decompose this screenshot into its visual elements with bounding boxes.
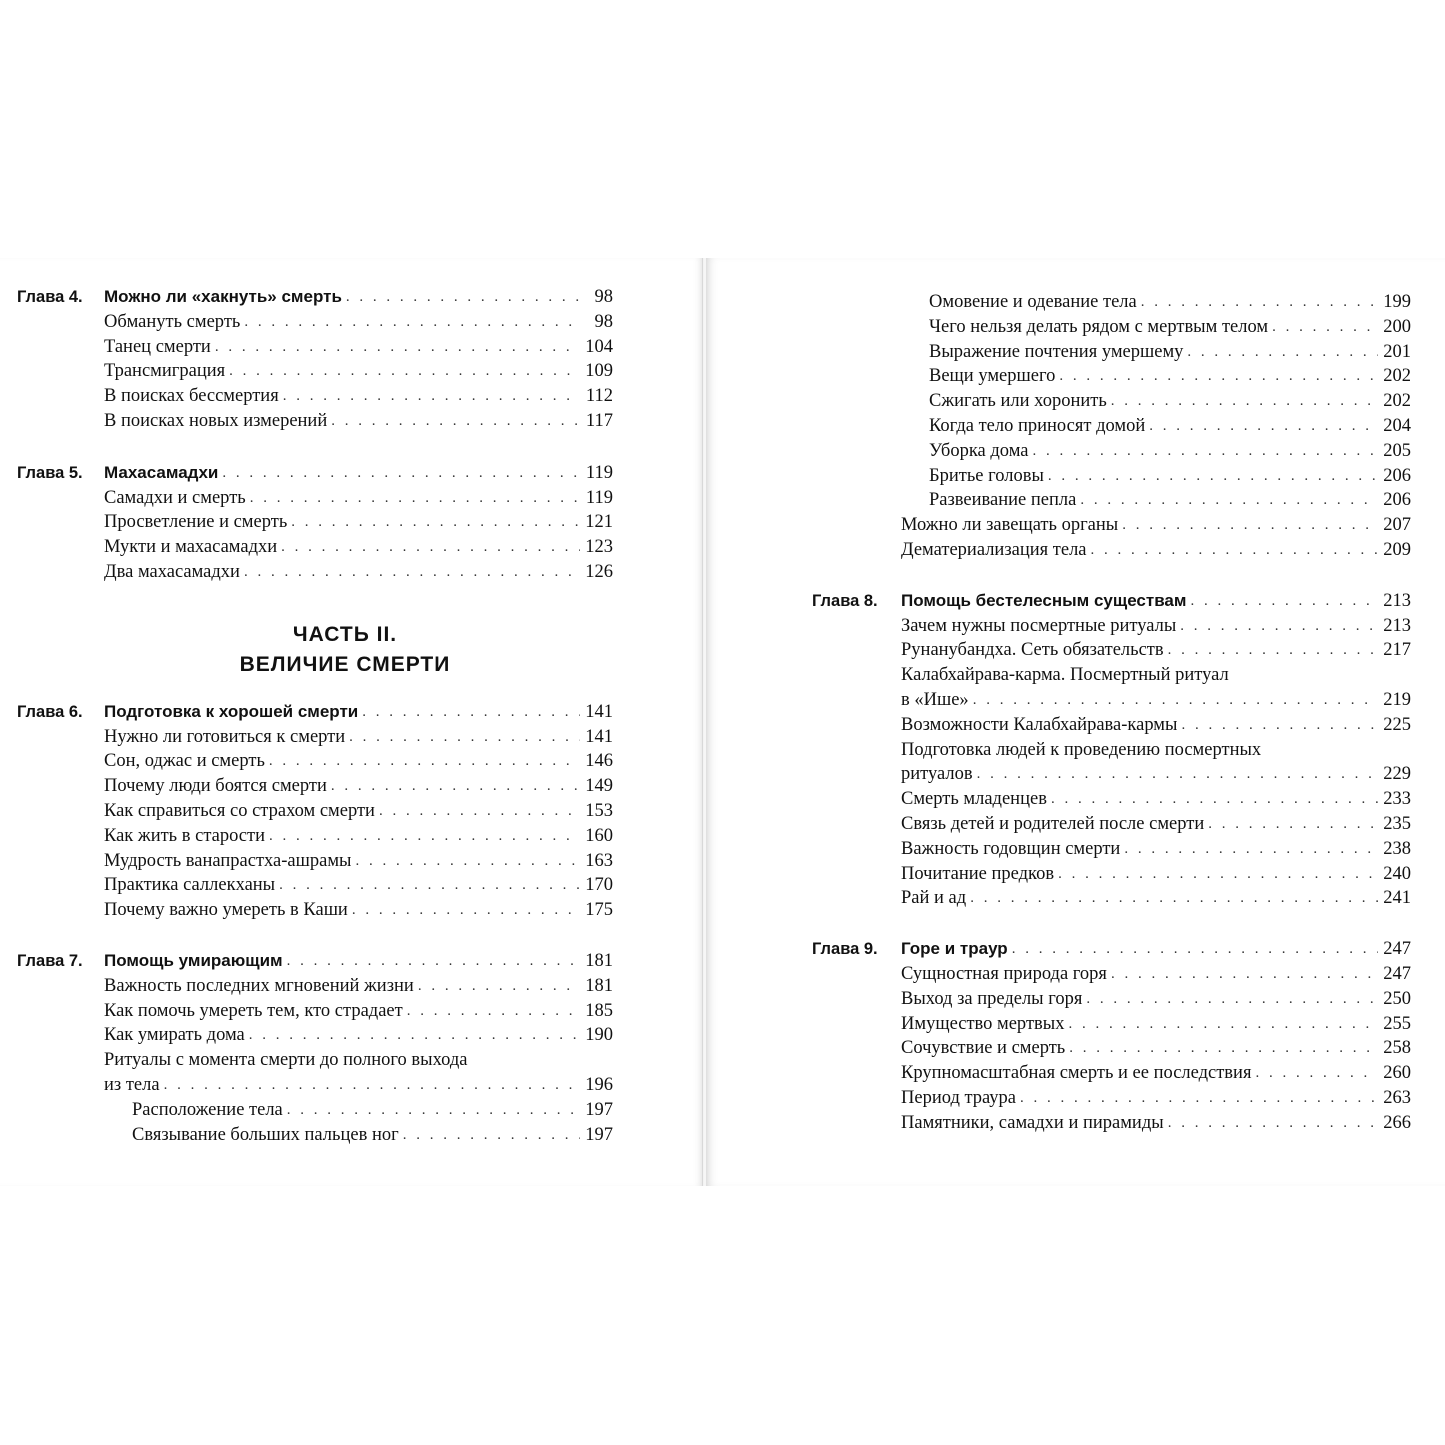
page-number: 213: [1378, 589, 1411, 614]
page-number: 126: [580, 560, 613, 585]
toc-entry: [706, 340, 1411, 365]
toc-entry: [706, 738, 1411, 763]
entry-title: В поисках новых измерений: [104, 409, 331, 434]
entry-title-continuation: из тела: [104, 1073, 164, 1098]
entry-title: Мукти и махасамадхи: [104, 535, 281, 560]
chapter-label: Глава 9.: [812, 940, 878, 959]
toc-entry-continuation: [17, 1073, 613, 1098]
chapter-heading: [17, 700, 613, 725]
entry-title: Танец смерти: [104, 335, 215, 360]
page-number: 196: [580, 1073, 613, 1098]
chapter-heading: [17, 949, 613, 974]
toc-entry: [706, 315, 1411, 340]
dot-leader: [403, 1123, 580, 1148]
toc-entry: [17, 873, 613, 898]
page-number: 213: [1378, 614, 1411, 639]
page-number: 197: [580, 1123, 613, 1148]
entry-title: В поисках бессмертия: [104, 384, 283, 409]
dot-leader: [352, 898, 580, 923]
page-number: 207: [1378, 513, 1411, 538]
entry-title: Как справиться со страхом смерти: [104, 799, 379, 824]
toc-entry: [17, 849, 613, 874]
page-number: 175: [580, 898, 613, 923]
toc-entry: [17, 898, 613, 923]
entry-title: Связывание больших пальцев ног: [132, 1123, 403, 1148]
dot-leader: [1122, 513, 1378, 538]
page-number: 181: [580, 949, 613, 974]
dot-leader: [1208, 812, 1378, 837]
dot-leader: [1058, 862, 1378, 887]
dot-leader: [244, 560, 580, 585]
page-number: 197: [580, 1098, 613, 1123]
entry-title: Бритье головы: [929, 464, 1048, 489]
page-number: 160: [580, 824, 613, 849]
toc-entry: [706, 364, 1411, 389]
page-number: 240: [1378, 862, 1411, 887]
dot-leader: [970, 886, 1378, 911]
page-number: 141: [580, 725, 613, 750]
entry-title: Рунанубандха. Сеть обязательств: [901, 638, 1168, 663]
entry-title: Зачем нужны посмертные ритуалы: [901, 614, 1180, 639]
dot-leader: [1272, 315, 1378, 340]
dot-leader: [244, 310, 580, 335]
chapter-block: [706, 937, 1411, 1135]
entry-title: Рай и ад: [901, 886, 970, 911]
dot-leader: [1086, 987, 1378, 1012]
toc-entry: [706, 1086, 1411, 1111]
dot-leader: [1048, 464, 1378, 489]
entry-title: Трансмиграция: [104, 359, 229, 384]
entry-title: Горе и траур: [901, 937, 1012, 962]
entry-title: Можно ли завещать органы: [901, 513, 1122, 538]
toc-entry: [706, 1036, 1411, 1061]
page-number: 206: [1378, 464, 1411, 489]
chapter-label: Глава 4.: [17, 288, 83, 306]
chapter-label: Глава 6.: [17, 702, 83, 721]
page-number: 219: [1378, 688, 1411, 713]
toc-entry: [17, 335, 613, 360]
toc-entry: [706, 614, 1411, 639]
page-number: 121: [580, 510, 613, 535]
dot-leader: [1181, 713, 1378, 738]
toc-entry: [706, 414, 1411, 439]
entry-title: Просветление и смерть: [104, 510, 291, 535]
entry-title: Выход за пределы горя: [901, 987, 1086, 1012]
page-number: 255: [1378, 1012, 1411, 1037]
page-number: 263: [1378, 1086, 1411, 1111]
page-number: 199: [1378, 290, 1411, 315]
entry-title: Почитание предков: [901, 862, 1058, 887]
page-number: 202: [1378, 364, 1411, 389]
dot-leader: [269, 749, 580, 774]
page-number: 206: [1378, 488, 1411, 513]
page-number: 217: [1378, 638, 1411, 663]
entry-title: Помощь умирающим: [104, 949, 287, 974]
toc-entry: [706, 488, 1411, 513]
dot-leader: [331, 409, 580, 434]
dot-leader: [349, 725, 580, 750]
dot-leader: [269, 824, 580, 849]
dot-leader: [1012, 937, 1378, 962]
dot-leader: [215, 335, 580, 360]
dot-leader: [407, 999, 580, 1024]
page-number: 141: [580, 700, 613, 725]
dot-leader: [1059, 364, 1378, 389]
chapter-heading: [17, 285, 613, 310]
dot-leader: [291, 510, 580, 535]
dot-leader: [287, 1098, 580, 1123]
entry-title: Крупномасштабная смерть и ее последствия: [901, 1061, 1255, 1086]
dot-leader: [331, 774, 580, 799]
page-number: 201: [1378, 340, 1411, 365]
right-toc-column: [706, 258, 1411, 1162]
page-number: 202: [1378, 389, 1411, 414]
toc-entry: [17, 1123, 613, 1148]
page-number: 98: [580, 285, 613, 310]
dot-leader: [1111, 389, 1378, 414]
toc-entry: [706, 538, 1411, 563]
page-number: 117: [580, 409, 613, 434]
toc-entry: [706, 1061, 1411, 1086]
part-number: ЧАСТЬ II.: [292, 622, 398, 646]
dot-leader: [977, 762, 1378, 787]
chapter-label: Глава 7.: [17, 951, 83, 970]
entry-title: Возможности Калабхайрава-кармы: [901, 713, 1181, 738]
page-number: 209: [1378, 538, 1411, 563]
page-number: 170: [580, 873, 613, 898]
entry-title: Период траура: [901, 1086, 1020, 1111]
toc-entry: [17, 999, 613, 1024]
right-page: [706, 258, 1445, 1186]
entry-title: Памятники, самадхи и пирамиды: [901, 1111, 1168, 1136]
page-number: 146: [580, 749, 613, 774]
dot-leader: [1180, 614, 1378, 639]
toc-entry-continuation: [706, 762, 1411, 787]
entry-title: Развеивание пепла: [929, 488, 1080, 513]
entry-title: Практика саллекханы: [104, 873, 279, 898]
dot-leader: [1068, 1012, 1378, 1037]
page-number: 238: [1378, 837, 1411, 862]
entry-title: Сжигать или хоронить: [929, 389, 1111, 414]
entry-title: Почему люди боятся смерти: [104, 774, 331, 799]
entry-title: Сон, оджас и смерть: [104, 749, 269, 774]
entry-title: Чего нельзя делать рядом с мертвым телом: [929, 315, 1272, 340]
toc-entry: [17, 310, 613, 335]
chapter-block: [17, 461, 613, 585]
entry-title: Выражение почтения умершему: [929, 340, 1187, 365]
toc-entry: [17, 974, 613, 999]
page-number: 204: [1378, 414, 1411, 439]
dot-leader: [279, 873, 580, 898]
dot-leader: [1033, 439, 1379, 464]
entry-title: Махасамадхи: [104, 461, 222, 486]
entry-title: Как помочь умереть тем, кто страдает: [104, 999, 407, 1024]
dot-leader: [418, 974, 580, 999]
toc-entry: [706, 638, 1411, 663]
entry-title: Подготовка к хорошей смерти: [104, 700, 362, 725]
dot-leader: [249, 1023, 580, 1048]
chapter-heading: [706, 589, 1411, 614]
entry-title: Подготовка людей к проведению посмертных: [901, 740, 1265, 760]
dot-leader: [1168, 1111, 1378, 1136]
toc-entry: [17, 799, 613, 824]
dot-leader: [164, 1073, 580, 1098]
chapter-heading: [17, 461, 613, 486]
chapter-heading: [706, 937, 1411, 962]
page-number: 258: [1378, 1036, 1411, 1061]
toc-entry: [17, 1048, 613, 1073]
toc-entry: [17, 725, 613, 750]
dot-leader: [1091, 538, 1378, 563]
page-number: 123: [580, 535, 613, 560]
dot-leader: [362, 700, 580, 725]
entry-title: Омовение и одевание тела: [929, 290, 1141, 315]
entry-title-continuation: в «Ише»: [901, 688, 973, 713]
dot-leader: [973, 688, 1378, 713]
page-number: 225: [1378, 713, 1411, 738]
dot-leader: [1168, 638, 1378, 663]
page-number: 149: [580, 774, 613, 799]
dot-leader: [1080, 488, 1378, 513]
toc-entry: [17, 774, 613, 799]
entry-title: Важность последних мгновений жизни: [104, 974, 418, 999]
toc-entry: [17, 359, 613, 384]
left-page: [0, 258, 703, 1186]
toc-entry: [706, 513, 1411, 538]
entry-title: Дематериализация тела: [901, 538, 1091, 563]
toc-entry: [706, 663, 1411, 688]
entry-title: Можно ли «хакнуть» смерть: [104, 285, 346, 310]
dot-leader: [250, 486, 580, 511]
entry-title: Смерть младенцев: [901, 787, 1051, 812]
toc-entry: [17, 409, 613, 434]
dot-leader: [281, 535, 580, 560]
page-number: 205: [1378, 439, 1411, 464]
chapter-label: Глава 8.: [812, 591, 878, 610]
entry-title: Нужно ли готовиться к смерти: [104, 725, 349, 750]
dot-leader: [1069, 1036, 1378, 1061]
toc-entry: [17, 749, 613, 774]
entry-title: Сочувствие и смерть: [901, 1036, 1069, 1061]
page-number: 235: [1378, 812, 1411, 837]
page-number: 266: [1378, 1111, 1411, 1136]
page-number: 104: [580, 335, 613, 360]
page-number: 112: [580, 384, 613, 409]
chapter-continuation-block: [706, 290, 1411, 563]
dot-leader: [1141, 290, 1378, 315]
chapter-label: Глава 5.: [17, 463, 83, 482]
toc-entry: [706, 862, 1411, 887]
page-number: 233: [1378, 787, 1411, 812]
toc-entry: [17, 510, 613, 535]
toc-entry: [17, 1023, 613, 1048]
toc-entry: [706, 962, 1411, 987]
entry-title: Расположение тела: [132, 1098, 287, 1123]
toc-entry: [706, 812, 1411, 837]
page-number: 247: [1378, 962, 1411, 987]
page-number: 241: [1378, 886, 1411, 911]
page-number: 200: [1378, 315, 1411, 340]
dot-leader: [1187, 340, 1378, 365]
entry-title: Имущество мертвых: [901, 1012, 1068, 1037]
entry-title: Калабхайрава-карма. Посмертный ритуал: [901, 665, 1233, 685]
page-number: 109: [580, 359, 613, 384]
toc-entry: [17, 560, 613, 585]
entry-title: Помощь бестелесным существам: [901, 589, 1190, 614]
entry-title: Почему важно умереть в Каши: [104, 898, 352, 923]
page-number: 153: [580, 799, 613, 824]
entry-title: Как умирать дома: [104, 1023, 249, 1048]
page-number: 185: [580, 999, 613, 1024]
toc-entry: [706, 987, 1411, 1012]
page-number: 190: [580, 1023, 613, 1048]
chapter-block: [17, 700, 613, 923]
toc-entry-continuation: [706, 688, 1411, 713]
entry-title: Самадхи и смерть: [104, 486, 250, 511]
entry-title: Сущностная природа горя: [901, 962, 1111, 987]
entry-title: Связь детей и родителей после смерти: [901, 812, 1208, 837]
toc-entry: [706, 1111, 1411, 1136]
entry-title: Вещи умершего: [929, 364, 1059, 389]
entry-title: Два махасамадхи: [104, 560, 244, 585]
dot-leader: [346, 285, 580, 310]
toc-entry: [706, 787, 1411, 812]
dot-leader: [1124, 837, 1378, 862]
dot-leader: [1051, 787, 1378, 812]
entry-title: Ритуалы с момента смерти до полного выхода: [104, 1050, 471, 1070]
entry-title: Важность годовщин смерти: [901, 837, 1124, 862]
chapter-block: [17, 949, 613, 1147]
dot-leader: [1190, 589, 1378, 614]
dot-leader: [287, 949, 580, 974]
page-number: 163: [580, 849, 613, 874]
dot-leader: [229, 359, 580, 384]
part-title: ВЕЛИЧИЕ СМЕРТИ: [239, 652, 451, 676]
entry-title: Мудрость ванапрастха-ашрамы: [104, 849, 355, 874]
toc-entry: [706, 837, 1411, 862]
toc-entry: [17, 1098, 613, 1123]
dot-leader: [1020, 1086, 1378, 1111]
toc-entry: [706, 389, 1411, 414]
toc-entry: [17, 824, 613, 849]
dot-leader: [1255, 1061, 1378, 1086]
toc-entry: [17, 486, 613, 511]
page-number: 119: [580, 461, 613, 486]
toc-entry: [706, 464, 1411, 489]
toc-entry: [706, 290, 1411, 315]
left-toc-column: [17, 258, 613, 1173]
page-number: 260: [1378, 1061, 1411, 1086]
part-heading: [17, 620, 613, 680]
dot-leader: [1111, 962, 1378, 987]
toc-entry: [706, 439, 1411, 464]
toc-entry: [706, 713, 1411, 738]
dot-leader: [355, 849, 580, 874]
chapter-block: [706, 589, 1411, 911]
entry-title: Уборка дома: [929, 439, 1033, 464]
page-number: 250: [1378, 987, 1411, 1012]
entry-title-continuation: ритуалов: [901, 762, 977, 787]
toc-entry: [706, 886, 1411, 911]
toc-entry: [706, 1012, 1411, 1037]
page-number: 229: [1378, 762, 1411, 787]
page-number: 119: [580, 486, 613, 511]
dot-leader: [1149, 414, 1378, 439]
page-number: 98: [580, 310, 613, 335]
page-number: 247: [1378, 937, 1411, 962]
toc-entry: [17, 384, 613, 409]
entry-title: Обмануть смерть: [104, 310, 244, 335]
dot-leader: [283, 384, 580, 409]
entry-title: Когда тело приносят домой: [929, 414, 1149, 439]
dot-leader: [379, 799, 580, 824]
page-number: 181: [580, 974, 613, 999]
dot-leader: [222, 461, 580, 486]
chapter-block: [17, 285, 613, 434]
toc-entry: [17, 535, 613, 560]
entry-title: Как жить в старости: [104, 824, 269, 849]
